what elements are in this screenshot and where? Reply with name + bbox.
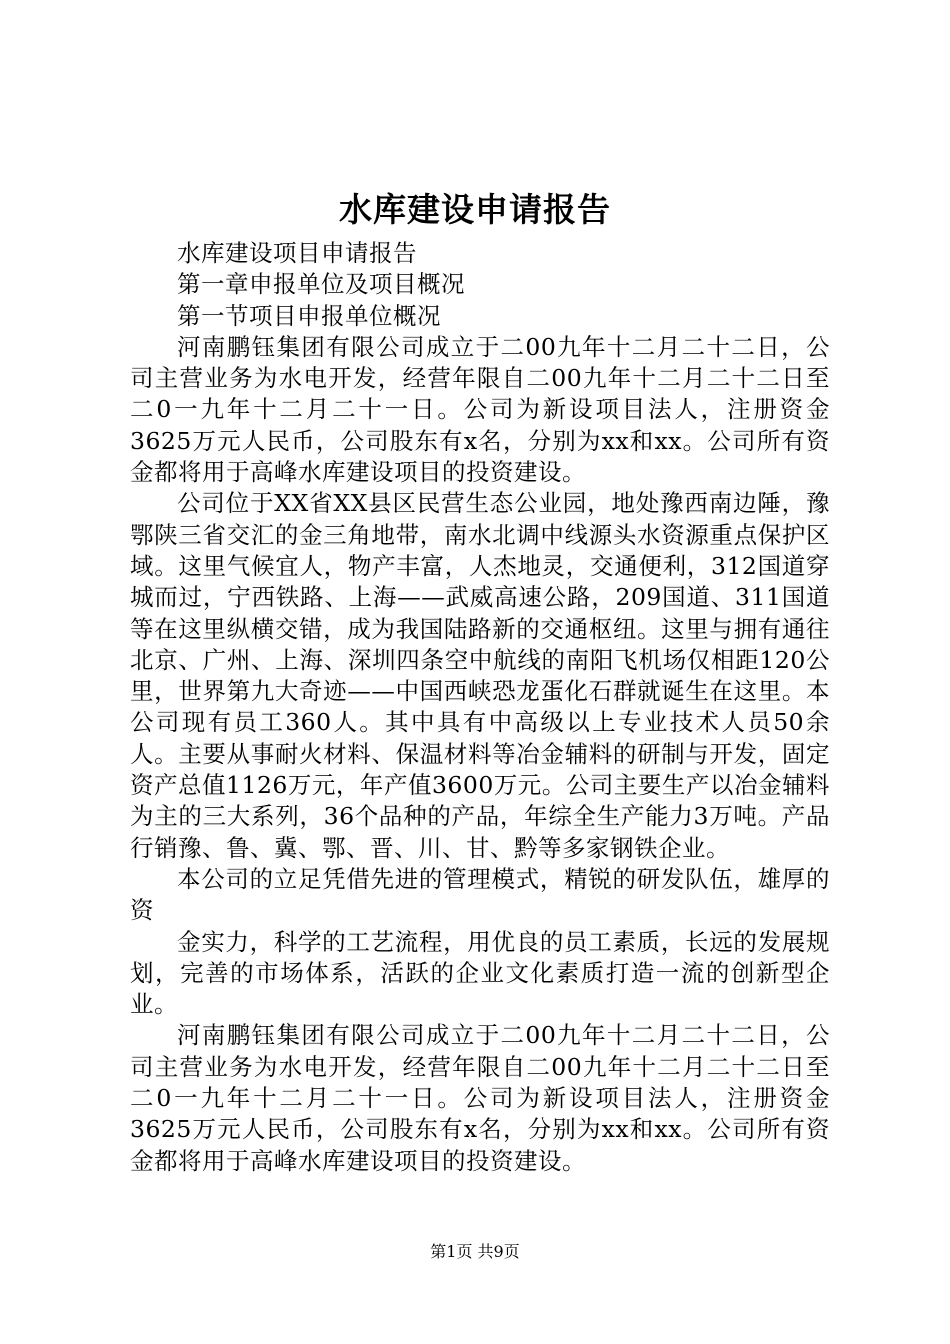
page-number: 第1页 共9页	[430, 1242, 520, 1261]
paragraph-company-location: 公司位于XX省XX县区民营生态公业园，地处豫西南边陲，豫鄂陕三省交汇的金三角地带，南水北调中线源头水资源重点保护区域。这里气候宜人，物产丰富，人杰地灵，交通便利，312国道穿城而过，宁西铁路、上海——武威高速公路，209国道、311国道等在这里纵横交错，成为我国陆路新的交通枢纽。这里与拥有通往北京、广州、上海、深圳四条空中航线的南阳飞机场仅相距120公里，世界第九大奇迹——中国西峡恐龙蛋化石群就诞生在这里。本公司现有员工360人。其中具有中高级以上专业技术人员50余人。主要从事耐火材料、保温材料等冶金辅料的研制与开发，固定资产总值1126万元，年产值3600万元。公司主要生产以冶金辅料为主的三大系列，36个品种的产品，年综全生产能力3万吨。产品行销豫、鲁、冀、鄂、晋、川、甘、黔等多家钢铁企业。	[130, 489, 830, 862]
document-body	[130, 238, 830, 1177]
paragraph-company-overview-repeat: 河南鹏钰集团有限公司成立于二00九年十二月二十二日，公司主营业务为水电开发，经营年限自二00九年十二月二十二日至二0一九年十二月二十一日。公司为新设项目法人，注册资金3625万元人民币，公司股东有x名，分别为xx和xx。公司所有资金都将用于高峰水库建设项目的投资建设。	[130, 1021, 830, 1175]
paragraph-company-overview: 河南鹏钰集团有限公司成立于二00九年十二月二十二日，公司主营业务为水电开发，经营年限自二00九年十二月二十二日至二0一九年十二月二十一日。公司为新设项目法人，注册资金3625万元人民币，公司股东有x名，分别为xx和xx。公司所有资金都将用于高峰水库建设项目的投资建设。	[130, 332, 830, 487]
paragraph-subtitle: 水库建设项目申请报告	[177, 239, 417, 267]
paragraph-company-strength-a: 本公司的立足凭借先进的管理模式，精锐的研发队伍，雄厚的资	[130, 864, 830, 925]
document-title: 水库建设申请报告	[339, 190, 611, 229]
paragraph-company-strength-b: 金实力，科学的工艺流程，用优良的员工素质，长远的发展规划，完善的市场体系，活跃的企业文化素质打造一流的创新型企业。	[130, 927, 830, 1019]
paragraph-chapter-heading: 第一章申报单位及项目概况	[177, 270, 465, 299]
paragraph-section-heading: 第一节项目申报单位概况	[177, 301, 441, 330]
